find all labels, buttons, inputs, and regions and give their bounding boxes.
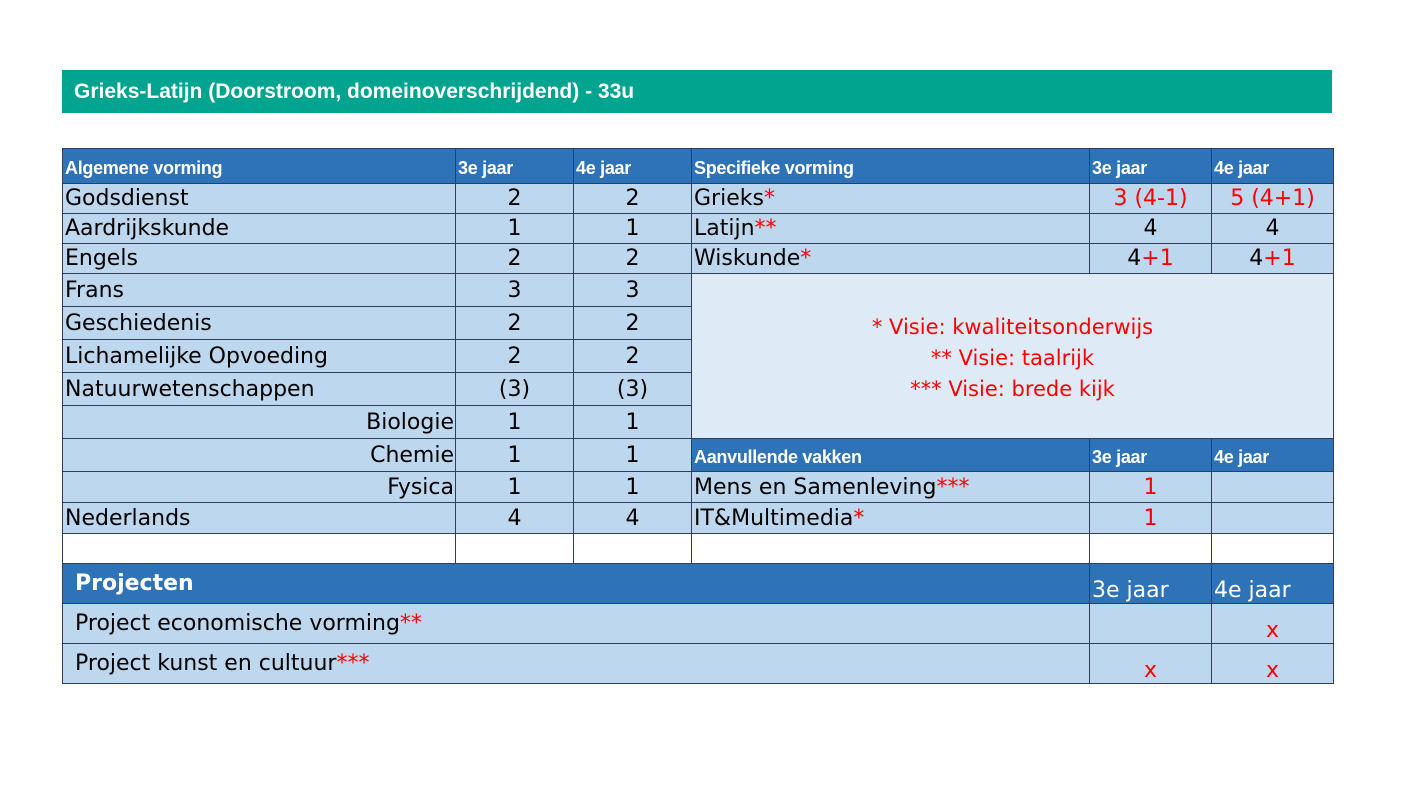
visie-line: *** Visie: brede kijk [910,376,1115,401]
subject-name [691,213,1089,243]
visie-mark: * [800,246,812,271]
header-specific: Specifieke vorming [691,148,1089,183]
hours-year4: 5 (4+1) [1211,183,1333,213]
subject-name: Frans [62,273,455,306]
hours-year4 [1211,243,1333,273]
hours-base: 4 [1127,246,1142,271]
hours-year4 [1211,471,1333,502]
visie-mark: ** [399,611,422,636]
subject-name [691,243,1089,273]
header-projects: Projecten [62,563,1089,603]
hours-year3: 4 [455,502,573,533]
subject-name: Engels [62,243,455,273]
hours-year3: 3 [455,273,573,306]
project-year4-mark: x [1211,603,1333,643]
subject-label: IT&Multimedia [694,505,854,531]
hours-year3: 4 [1089,213,1211,243]
empty-cell [455,533,573,563]
hours-year3: 2 [455,183,573,213]
page-title: Grieks-Latijn (Doorstroom, domeinoverschrijdend) - 33u [62,70,1332,113]
hours-year4: (3) [573,372,691,405]
subject-name: Lichamelijke Opvoeding [62,339,455,372]
hours-year3 [1089,243,1211,273]
hours-year4: 1 [573,213,691,243]
subject-name [691,183,1089,213]
subject-name: Natuurwetenschappen [62,372,455,405]
header-additional-year4: 4e jaar [1211,438,1333,471]
hours-year3: 1 [455,471,573,502]
project-label: Project kunst en cultuur [75,651,337,676]
subject-name: Chemie [62,438,455,471]
hours-year4: 2 [573,183,691,213]
visie-mark: * [853,505,865,531]
visie-mark: * [763,186,775,211]
hours-year4: 4 [573,502,691,533]
hours-extra: +1 [1263,246,1296,271]
project-year4-mark: x [1211,643,1333,683]
hours-year3: 2 [455,306,573,339]
project-name [62,603,1089,643]
visie-mark: *** [336,651,370,676]
visie-mark: *** [936,474,970,500]
hours-year4: 1 [573,405,691,438]
header-additional: Aanvullende vakken [691,438,1089,471]
hours-year4: 2 [573,339,691,372]
header-projects-year3: 3e jaar [1089,563,1211,603]
project-name [62,643,1089,683]
subject-label: Grieks [694,186,764,211]
hours-base: 4 [1249,246,1264,271]
hours-year3: 1 [1089,471,1211,502]
header-specific-year4: 4e jaar [1211,148,1333,183]
hours-year4: 1 [573,471,691,502]
empty-cell [1211,533,1333,563]
hours-year3: 2 [455,243,573,273]
subject-name: Godsdienst [62,183,455,213]
empty-cell [62,533,455,563]
subject-label: Mens en Samenleving [694,474,937,500]
hours-year3: 1 [1089,502,1211,533]
subject-name: Biologie [62,405,455,438]
subject-name [691,502,1089,533]
header-projects-year4: 4e jaar [1211,563,1333,603]
visie-line: ** Visie: taalrijk [930,345,1095,370]
subject-name: Geschiedenis [62,306,455,339]
empty-cell [573,533,691,563]
subject-name: Nederlands [62,502,455,533]
visie-legend [691,273,1333,438]
hours-year4: 4 [1211,213,1333,243]
subject-label: Latijn [694,216,755,241]
empty-cell [691,533,1089,563]
header-general: Algemene vorming [62,148,455,183]
visie-line: * Visie: kwaliteitsonderwijs [871,314,1154,339]
hours-year3: 1 [455,405,573,438]
project-year3-mark [1089,603,1211,643]
hours-year3: 3 (4-1) [1089,183,1211,213]
hours-year4: 2 [573,306,691,339]
empty-cell [1089,533,1211,563]
hours-year3: 1 [455,213,573,243]
subject-label: Wiskunde [694,246,801,271]
hours-year3: 1 [455,438,573,471]
curriculum-table [62,148,1334,684]
hours-year4: 3 [573,273,691,306]
subject-name: Aardrijkskunde [62,213,455,243]
project-year3-mark: x [1089,643,1211,683]
header-general-year4: 4e jaar [573,148,691,183]
hours-year3: (3) [455,372,573,405]
hours-extra: +1 [1141,246,1174,271]
header-specific-year3: 3e jaar [1089,148,1211,183]
hours-year3: 2 [455,339,573,372]
project-label: Project economische vorming [75,611,400,636]
subject-name [691,471,1089,502]
hours-year4 [1211,502,1333,533]
hours-year4: 1 [573,438,691,471]
hours-year4: 2 [573,243,691,273]
header-additional-year3: 3e jaar [1089,438,1211,471]
header-general-year3: 3e jaar [455,148,573,183]
visie-mark: ** [754,216,777,241]
subject-name: Fysica [62,471,455,502]
